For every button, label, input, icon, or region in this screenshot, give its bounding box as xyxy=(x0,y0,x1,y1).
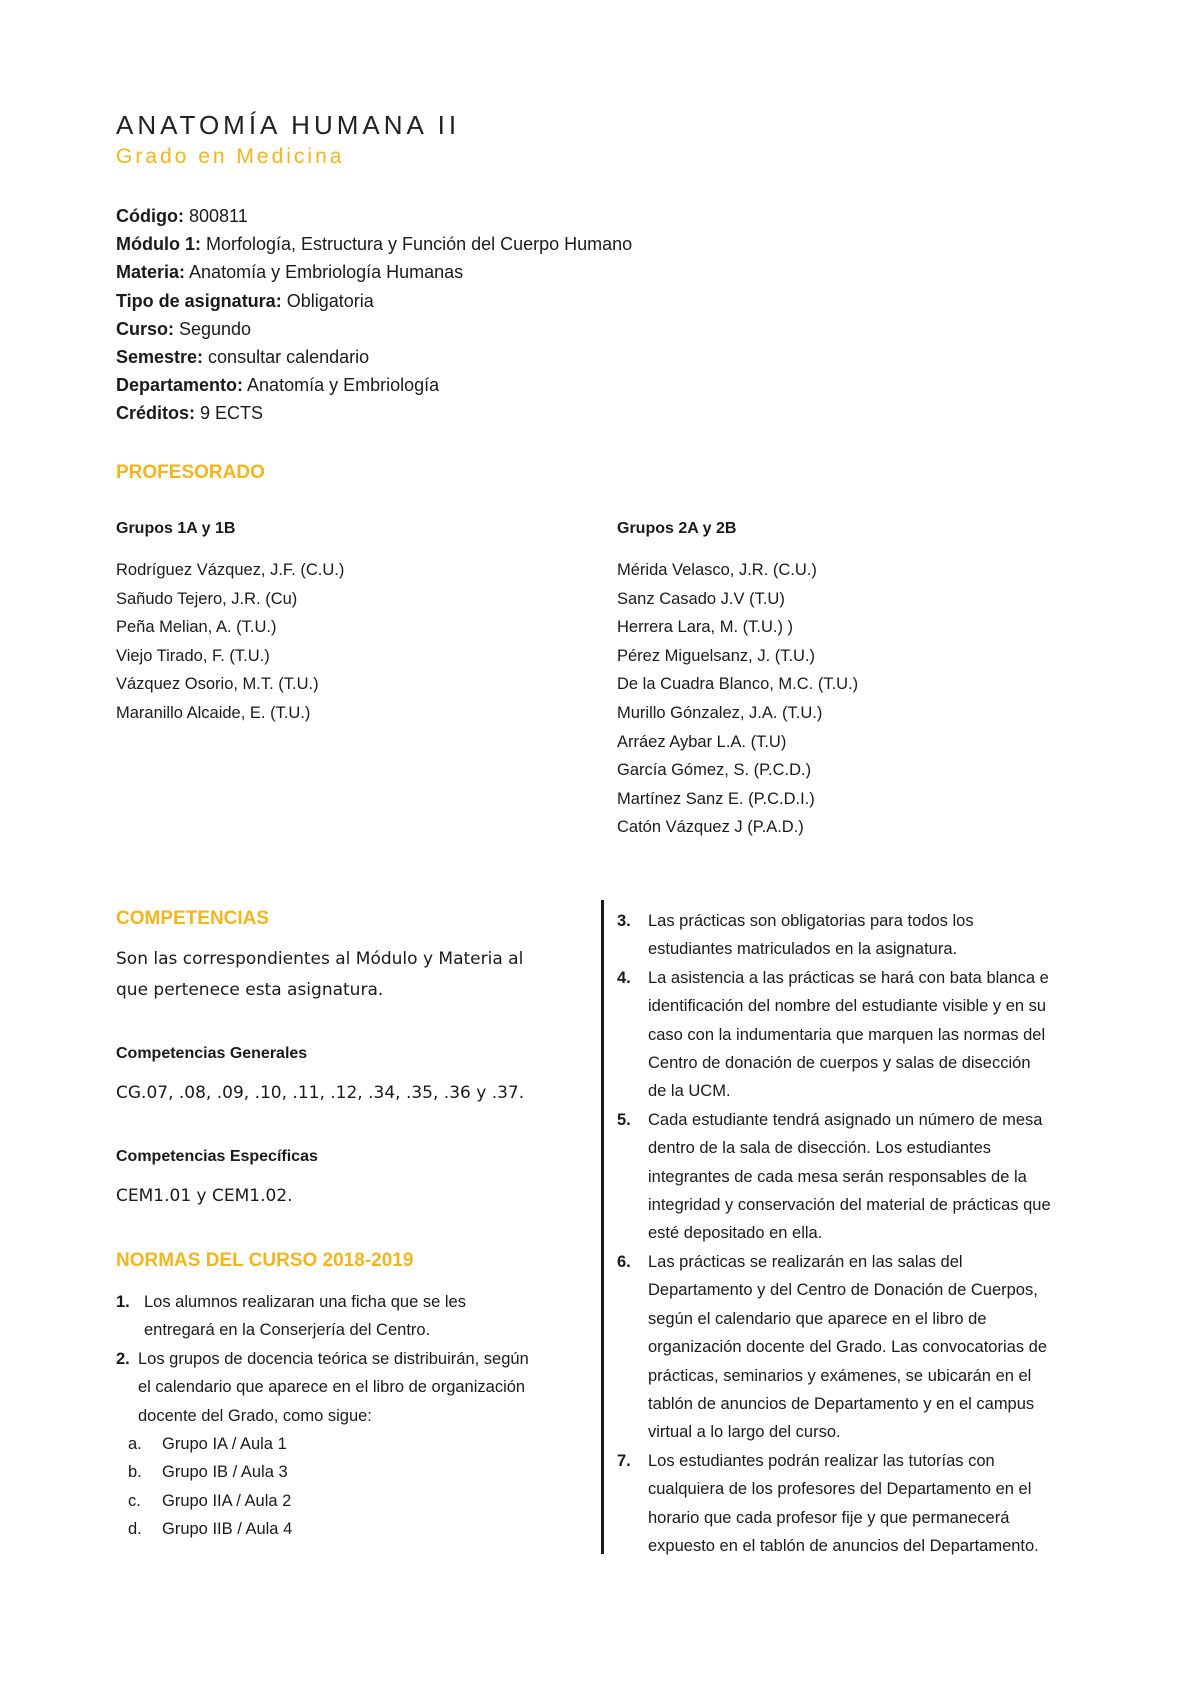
info-label: Curso: xyxy=(116,318,174,339)
info-label: Código: xyxy=(116,206,184,226)
competencias-generales-value: CG.07, .08, .09, .10, .11, .12, .34, .35, .36 y .37. xyxy=(116,1083,525,1103)
norma-line: tablón de anuncios de Departamento y en el campus xyxy=(648,1394,1035,1413)
group1-list xyxy=(116,556,344,728)
professor-item: Vázquez Osorio, M.T. (T.U.) xyxy=(116,675,319,694)
norma-line: el calendario que aparece en el libro de organización xyxy=(138,1378,526,1397)
info-label: Tipo de asignatura: xyxy=(116,290,282,311)
professor-item: Arráez Aybar L.A. (T.U) xyxy=(617,732,787,751)
norma-number: 5. xyxy=(617,1110,631,1129)
subitem-letter: a. xyxy=(128,1435,142,1454)
professor-item: Peña Melian, A. (T.U.) xyxy=(116,618,277,637)
professor-item: García Gómez, S. (P.C.D.) xyxy=(617,761,812,780)
info-label: Materia: xyxy=(116,262,186,283)
info-row-materia xyxy=(116,258,632,286)
subitem-letter: c. xyxy=(128,1491,141,1510)
norma-item-6 xyxy=(617,1248,1097,1447)
norma-line: según el calendario que aparece en el libro de xyxy=(648,1309,987,1328)
subitem-text: Grupo IIA / Aula 2 xyxy=(162,1491,292,1510)
info-value: Segundo xyxy=(174,318,252,339)
norma-item-7 xyxy=(617,1447,1097,1561)
info-value: Anatomía y Embriología Humanas xyxy=(185,262,464,283)
subitem-text: Grupo IA / Aula 1 xyxy=(162,1435,287,1454)
norma-subitem xyxy=(128,1430,596,1458)
group2-list xyxy=(617,556,858,842)
norma-line: identificación del nombre del estudiante visible y en su xyxy=(648,997,1047,1016)
page-subtitle: Grado en Medicina xyxy=(116,145,345,168)
professor-item: Mérida Velasco, J.R. (C.U.) xyxy=(617,561,817,579)
norma-line: expuesto en el tablón de anuncios del Departamento. xyxy=(648,1536,1039,1555)
competencias-generales-title: Competencias Generales xyxy=(116,1045,308,1062)
professor-item: De la Cuadra Blanco, M.C. (T.U.) xyxy=(617,675,859,694)
norma-line: entregará en la Conserjería del Centro. xyxy=(144,1321,431,1340)
norma-item-3 xyxy=(617,907,1097,964)
norma-line: La asistencia a las prácticas se hará con bata blanca e xyxy=(648,968,1049,987)
info-row-departamento xyxy=(116,371,632,399)
info-value: Morfología, Estructura y Función del Cuerpo Humano xyxy=(200,234,633,255)
competencias-intro-line: Son las correspondientes al Módulo y Materia al xyxy=(116,949,524,969)
norma-subitem xyxy=(128,1487,596,1515)
info-label: Semestre: xyxy=(116,347,204,368)
info-label: Créditos: xyxy=(116,403,196,424)
norma-item-1 xyxy=(116,1288,596,1345)
norma-line: Centro de donación de cuerpos y salas de disección xyxy=(648,1054,1031,1073)
info-label: Módulo 1: xyxy=(116,234,201,255)
norma-number: 3. xyxy=(617,912,631,930)
norma-item-2 xyxy=(116,1345,596,1544)
norma-line: Las prácticas son obligatorias para todos los xyxy=(648,912,974,930)
professor-item: Murillo Gónzalez, J.A. (T.U.) xyxy=(617,703,823,722)
norma-subitem xyxy=(128,1515,596,1543)
info-row-semestre xyxy=(116,343,632,371)
group1-title: Grupos 1A y 1B xyxy=(116,520,236,537)
page-title: ANATOMÍA HUMANA II xyxy=(116,110,461,140)
subitem-letter: d. xyxy=(128,1520,142,1539)
normas-list-right xyxy=(617,907,1097,1560)
professor-item: Viejo Tirado, F. (T.U.) xyxy=(116,646,270,665)
norma-line: Los estudiantes podrán realizar las tutorías con xyxy=(648,1451,995,1470)
competencias-intro-line: que pertenece esta asignatura. xyxy=(116,980,384,1000)
course-info xyxy=(116,202,632,428)
professor-item: Herrera Lara, M. (T.U.) ) xyxy=(617,618,794,637)
info-row-curso xyxy=(116,315,632,343)
norma-number: 6. xyxy=(617,1252,631,1271)
info-row-creditos xyxy=(116,399,632,427)
group2-title: Grupos 2A y 2B xyxy=(617,520,737,537)
info-value: Anatomía y Embriología xyxy=(243,375,440,396)
professor-item: Sañudo Tejero, J.R. (Cu) xyxy=(116,589,298,608)
norma-line: virtual a lo largo del curso. xyxy=(648,1423,841,1442)
norma-line: Los alumnos realizaran una ficha que se les xyxy=(144,1293,466,1311)
norma-line: estudiantes matriculados en la asignatura. xyxy=(648,940,958,959)
subitem-text: Grupo IB / Aula 3 xyxy=(162,1463,288,1482)
norma-line: Cada estudiante tendrá asignado un número de mesa xyxy=(648,1110,1043,1129)
competencias-heading: COMPETENCIAS xyxy=(116,908,270,929)
norma-line: dentro de la sala de disección. Los estudiantes xyxy=(648,1139,992,1158)
professor-item: Martínez Sanz E. (P.C.D.I.) xyxy=(617,789,815,808)
info-value: 800811 xyxy=(183,206,248,226)
norma-subitem xyxy=(128,1458,596,1486)
professor-item: Maranillo Alcaide, E. (T.U.) xyxy=(116,703,311,722)
info-label: Departamento: xyxy=(116,375,244,396)
norma-line: Departamento y del Centro de Donación de Cuerpos, xyxy=(648,1281,1038,1300)
professor-item: Pérez Miguelsanz, J. (T.U.) xyxy=(617,646,816,665)
norma-number: 1. xyxy=(116,1293,130,1311)
subitem-letter: b. xyxy=(128,1463,142,1482)
norma-line: Los grupos de docencia teórica se distribuirán, según xyxy=(138,1349,529,1368)
competencias-especificas-title: Competencias Específicas xyxy=(116,1148,318,1165)
norma-line: Las prácticas se realizarán en las salas del xyxy=(648,1252,963,1271)
norma-line: integridad y conservación del material de prácticas que xyxy=(648,1196,1051,1215)
info-value: consultar calendario xyxy=(203,347,370,368)
norma-line: integrantes de cada mesa serán responsables de la xyxy=(648,1167,1027,1186)
subitem-text: Grupo IIB / Aula 4 xyxy=(162,1520,293,1539)
normas-heading: NORMAS DEL CURSO 2018-2019 xyxy=(116,1250,414,1271)
profesorado-heading: PROFESORADO xyxy=(116,462,265,483)
professor-item: Catón Vázquez J (P.A.D.) xyxy=(617,818,804,837)
info-row-modulo xyxy=(116,230,632,258)
info-value: 9 ECTS xyxy=(195,403,264,424)
norma-item-4 xyxy=(617,964,1097,1106)
norma-item-5 xyxy=(617,1106,1097,1248)
normas-list-left xyxy=(116,1288,596,1544)
norma-line: esté depositado en ella. xyxy=(648,1224,823,1243)
norma-line: docente del Grado, como sigue: xyxy=(138,1406,372,1425)
norma-line: cualquiera de los profesores del Departamento en el xyxy=(648,1480,1032,1499)
info-row-tipo xyxy=(116,287,632,315)
info-value: Obligatoria xyxy=(281,290,374,311)
professor-item: Sanz Casado J.V (T.U) xyxy=(617,589,785,608)
competencias-especificas-value: CEM1.01 y CEM1.02. xyxy=(116,1186,293,1206)
norma-line: prácticas, seminarios y exámenes, se ubicarán en el xyxy=(648,1366,1032,1385)
info-row-codigo xyxy=(116,202,632,230)
norma-line: caso con la indumentaria que marquen las normas del xyxy=(648,1025,1046,1044)
column-divider xyxy=(601,900,604,1554)
norma-line: horario que cada profesor fije y que permanecerá xyxy=(648,1508,1010,1527)
competencias-intro xyxy=(116,944,523,1006)
norma-number: 2. xyxy=(116,1349,130,1368)
professor-item: Rodríguez Vázquez, J.F. (C.U.) xyxy=(116,561,345,579)
norma-line: de la UCM. xyxy=(648,1082,731,1101)
norma-number: 7. xyxy=(617,1451,631,1470)
norma-line: organización docente del Grado. Las convocatorias de xyxy=(648,1338,1048,1357)
norma-number: 4. xyxy=(617,968,631,987)
